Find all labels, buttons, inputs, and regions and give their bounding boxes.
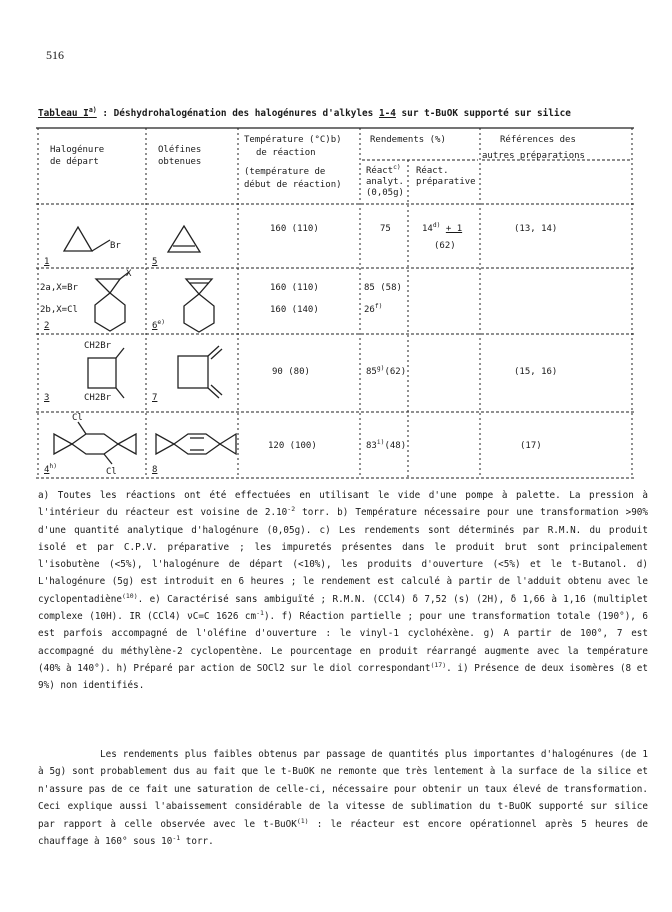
row2-olefin-label: 6$^{e)}$ xyxy=(152,319,166,331)
row3-halide-label: 3 xyxy=(44,393,50,403)
row4-halide-sub-top: Cl xyxy=(72,413,83,423)
row2-temperature-b: 160 (140) xyxy=(270,305,319,315)
header-react-analyt: Réact$^{c)}$ analyt. (0,05g) xyxy=(366,164,404,198)
row4-temperature: 120 (100) xyxy=(268,441,317,451)
row1-halide-label: 1 xyxy=(44,257,50,267)
row1-yield-prep: 14$^{d)}$ + 1 xyxy=(422,222,463,234)
row1-yield-analyt: 75 xyxy=(380,224,391,234)
header-olefines: Oléfines obtenues xyxy=(158,145,202,167)
olefin-7-structure xyxy=(178,346,222,398)
row3-yield-analyt: 85$^{g)}$(62) xyxy=(366,365,407,377)
row2-halide-label-a: 2a,X=Br xyxy=(40,283,78,293)
row3-halide-sub-bottom: CH2Br xyxy=(84,393,112,403)
caption-text: : Déshydrohalogénation des halogénures d'alkyles xyxy=(96,108,379,119)
halide-3-structure xyxy=(88,348,124,398)
row3-temperature: 90 (80) xyxy=(272,367,310,377)
row2-yield-analyt-b: 26$^{f)}$ xyxy=(364,303,383,315)
olefin-6-structure xyxy=(184,279,214,332)
row3-references: (15, 16) xyxy=(514,367,558,377)
caption-range: 1-4 xyxy=(378,108,396,119)
row4-halide-label: 4$^{h)}$ xyxy=(44,463,58,475)
row1-temperature: 160 (110) xyxy=(270,224,319,234)
row1-references: (13, 14) xyxy=(514,224,558,234)
header-temperature: Température (°C)b) de réaction (température de début de réaction) xyxy=(244,135,342,190)
row2-yield-analyt-a: 85 (58) xyxy=(364,283,402,293)
halide-4-structure xyxy=(54,422,136,464)
row3-halide-sub-top: CH2Br xyxy=(84,341,112,351)
row2-halide-label-c: 2 xyxy=(44,321,50,331)
row1-halide-sub: Br xyxy=(110,241,121,251)
row4-references: (17) xyxy=(520,441,542,451)
row4-yield-analyt: 83$^{i)}$(48) xyxy=(366,439,407,451)
body-paragraph: Les rendements plus faibles obtenus par passage de quantités plus importantes d'halogénures (de 1 à 5g) sont probablement dus au fait que le t-BuOK ne remonte que très lentement à la surface de la silice et n'assure pas de ce fait une saturation de celle-ci, nécessaire pour obtenir un taux élevé de transformation. Ceci explique aussi l'abaissement considérable de la vitesse de sublimation du t-BuOK supporté sur silice par rapport à celle observée avec le t-BuOK$^{(1)}$ : le réacteur est encore opérationnel après 5 heures de chauffage à 160° sous $10^{-1}$ torr. xyxy=(38,749,648,848)
halide-2-structure xyxy=(95,272,129,331)
olefin-5-structure xyxy=(168,226,200,252)
header-references: Références des autres préparations xyxy=(482,135,585,161)
row4-olefin-label: 8 xyxy=(152,465,158,475)
row2-halide-sub: X xyxy=(126,269,132,279)
row4-halide-sub-bottom: Cl xyxy=(106,467,117,477)
page-number: 516 xyxy=(46,48,64,62)
caption-label: Tableau $I^{a)}$ xyxy=(38,105,97,119)
header-rendements: Rendements (%) xyxy=(370,135,446,145)
row2-halide-label-b: 2b,X=Cl xyxy=(40,305,78,315)
row1-olefin-label: 5 xyxy=(152,257,158,267)
caption-text-end: sur t-BuOK supporté sur silice xyxy=(395,108,571,119)
header-react-prep: Réact. préparative xyxy=(416,166,476,187)
halide-1-structure xyxy=(64,227,110,251)
row2-temperature-a: 160 (110) xyxy=(270,283,319,293)
header-halogenure: Halogénure de départ xyxy=(50,145,105,167)
table-footnotes: a) Toutes les réactions ont été effectuées en utilisant le vide d'une pompe à palette. La pression à l'intérieur du réacteur est voisine de $2.10^{-2}$ torr. b) Température nécessaire pour une transformation >90% d'une quantité analytique d'halogénure (0,05g). c) Les rendements sont déterminés par R.M.N. du produit isolé et par C.P.V. préparative ; les impuretés présentes dans le produit brut sont principalement l'isobutène (<5%), l'halogénure de départ (<10%), les produits d'ouverture (<5%) et le t-Butanol. d) L'halogénure (5g) est introduit en 6 heures ; le rendement est calculé à partir de l'adduit obtenu avec le cyclopentadiène$^{(10)}$. e) Caractérisé sans ambiguïté ; R.M.N. (CCl4) δ 7,52 (s) (2H), δ 1,66 à 1,16 (multiplet complexe (10H). IR (CCl4) νC=C 1626 $cm^{-1}$). f) Réaction partielle ; pour une transformation totale (190°), 6 est parfois accompagné de l'oléfine d'ouverture : le vinyl-1 cyclohéxène. g) A partir de 100°, 7 est accompagné du méthylène-2 cyclopentène. Le pourcentage en produit réarrangé augmente avec la température (40% à 140°). h) Préparé par action de SOCl2 sur le diol correspondant$^{(17)}$. i) Présence de deux isomères (8 et 9%) non identifiés. xyxy=(38,490,649,692)
row3-olefin-label: 7 xyxy=(152,393,158,403)
row1-yield-prep-second: (62) xyxy=(434,241,456,251)
olefin-8-structure xyxy=(156,434,236,454)
